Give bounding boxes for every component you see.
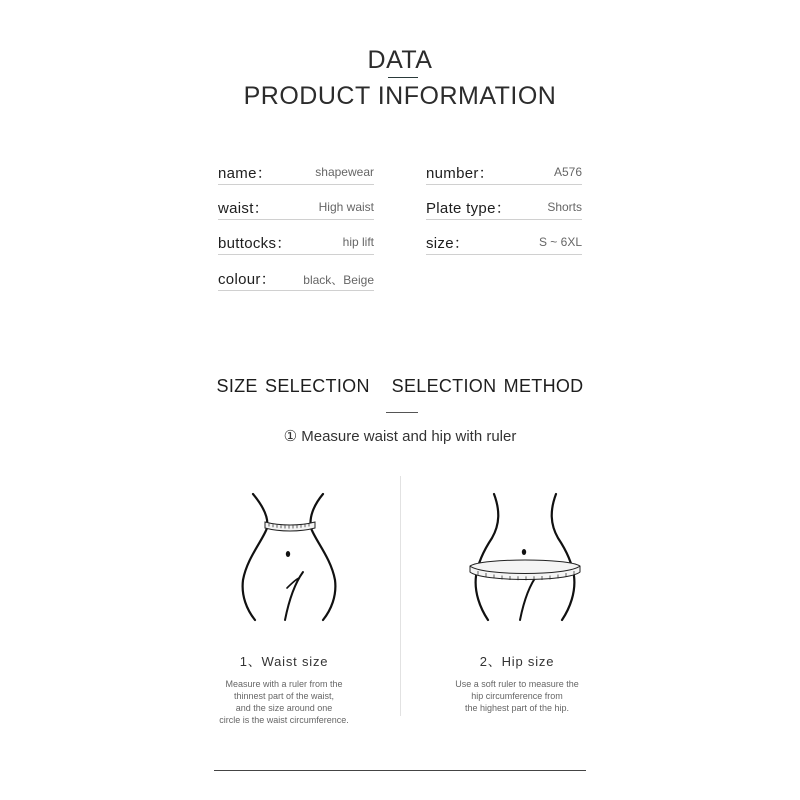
description-line: Measure with a ruler from the — [225, 679, 343, 689]
description-line: the highest part of the hip. — [464, 703, 570, 713]
spec-plate-type — [426, 197, 582, 220]
spec-name — [218, 162, 374, 185]
spec-label: size： — [426, 235, 470, 252]
spec-colour — [218, 268, 374, 291]
waist-size-title: 1、Waist size — [239, 654, 329, 669]
description-line: circle is the waist circumference. — [219, 715, 349, 725]
spec-label: number： — [426, 165, 494, 182]
hip-size-title: 2、Hip size — [479, 654, 555, 669]
title-data: DATA — [367, 46, 433, 74]
measure-instruction: ① Measure waist and hip with ruler — [283, 428, 517, 445]
spec-value: High waist — [318, 200, 374, 214]
spec-waist — [218, 197, 374, 220]
spec-value: Shorts — [547, 200, 582, 214]
hip-size-description — [417, 678, 617, 714]
vertical-divider — [400, 476, 401, 716]
spec-label: colour： — [218, 271, 276, 288]
spec-label: buttocks： — [218, 235, 292, 252]
spec-label: name： — [218, 165, 273, 182]
title-underline — [388, 77, 418, 78]
hip-body-icon — [462, 488, 592, 623]
waist-body-icon — [225, 488, 355, 623]
waist-size-description — [184, 678, 384, 726]
spec-value: shapewear — [315, 165, 374, 179]
spec-number — [426, 162, 582, 185]
description-line: thinnest part of the waist, — [233, 691, 335, 701]
size-selection-underline — [386, 412, 418, 413]
spec-value: black、Beige — [303, 273, 374, 287]
title-product-information: PRODUCT INFORMATION — [243, 82, 557, 110]
size-selection-title: SIZE SELECTION SELECTION METHOD — [216, 376, 584, 396]
description-line: Use a soft ruler to measure the — [455, 679, 579, 689]
description-line: hip circumference from — [471, 691, 563, 701]
bottom-divider — [214, 770, 586, 771]
spec-buttocks — [218, 232, 374, 255]
spec-label: Plate type： — [426, 200, 512, 217]
description-line: and the size around one — [235, 703, 333, 713]
spec-size — [426, 232, 582, 255]
spec-value: A576 — [553, 165, 582, 179]
spec-value: hip lift — [342, 235, 374, 249]
spec-value: S ~ 6XL — [538, 235, 582, 249]
spec-label: waist： — [218, 200, 269, 217]
